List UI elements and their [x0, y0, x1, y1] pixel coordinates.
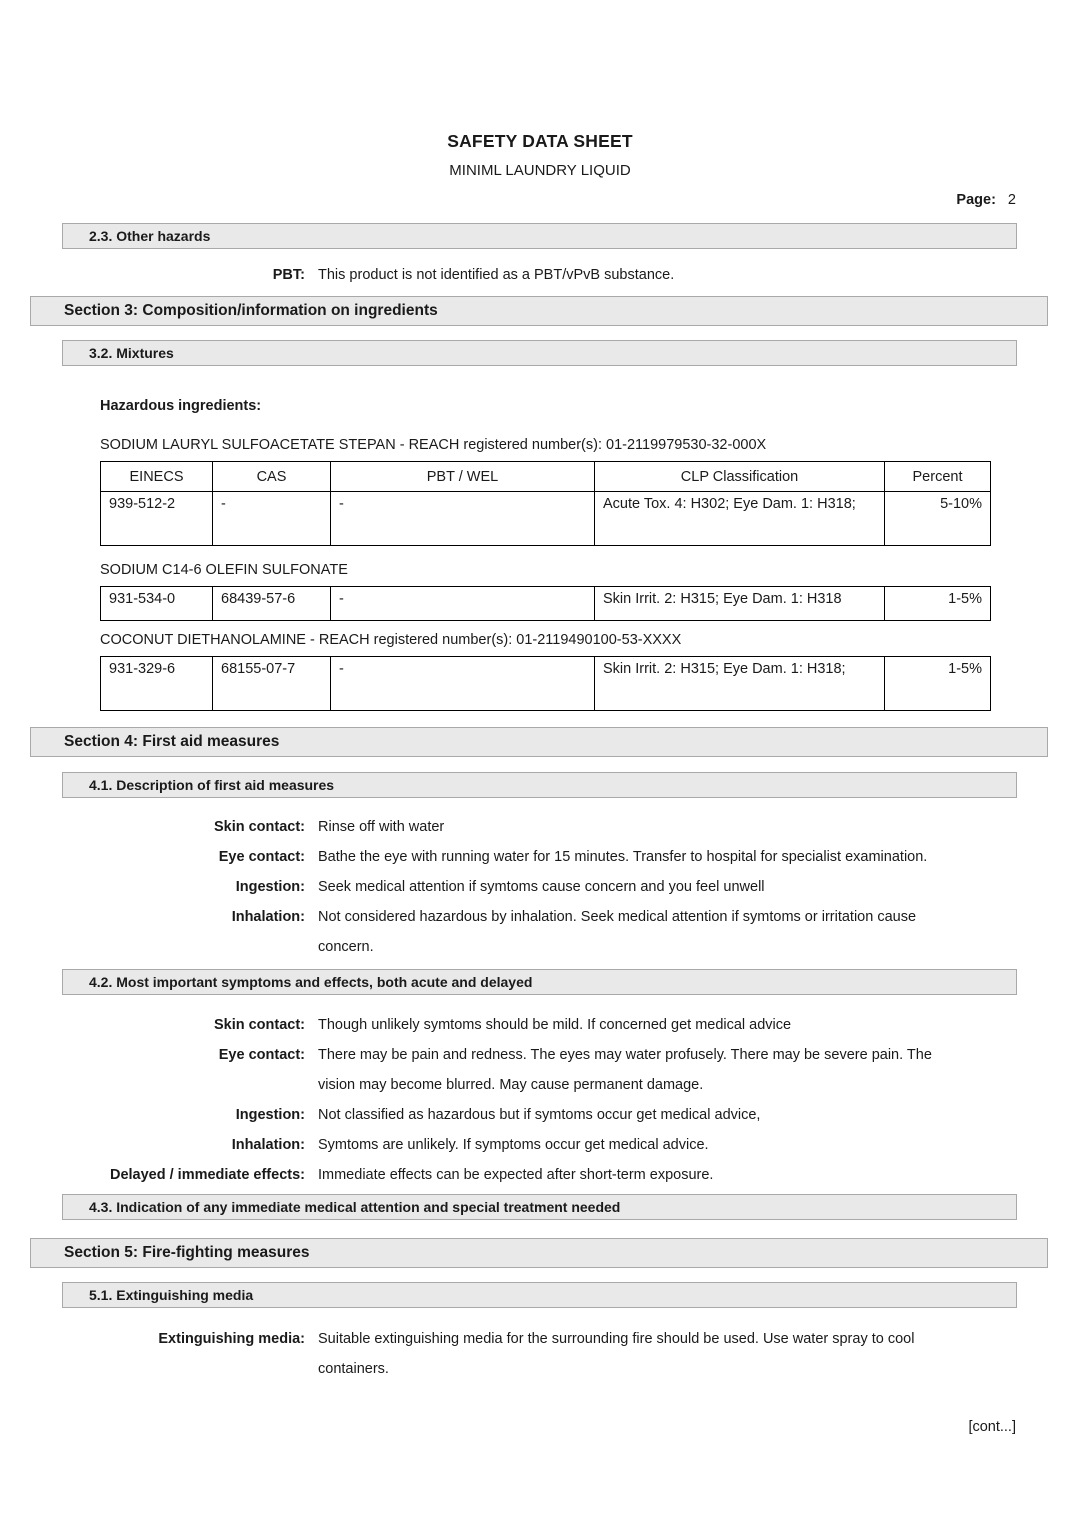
field-value: Rinse off with water	[318, 819, 445, 835]
section-header-4-2-label: 4.2. Most important symptoms and effects, both acute and delayed	[89, 974, 533, 990]
field-value: Though unlikely symtoms should be mild. If concerned get medical advice	[318, 1017, 792, 1033]
product-name: MINIML LAUNDRY LIQUID	[449, 162, 631, 179]
field-value: Symtoms are unlikely. If symptoms occur get medical advice.	[318, 1137, 709, 1153]
section-header-3	[30, 296, 1048, 326]
ingredient-table-3	[100, 656, 991, 711]
section-header-4-2	[62, 969, 1017, 995]
section-header-5-1-label: 5.1. Extinguishing media	[89, 1287, 254, 1303]
field-row	[0, 1130, 1080, 1160]
ingredient-table-1	[100, 461, 991, 546]
page-label: Page:	[956, 192, 996, 208]
ingredient-name-2: SODIUM C14-6 OLEFIN SULFONATE	[100, 562, 348, 578]
section-header-2-3-label: 2.3. Other hazards	[89, 228, 211, 244]
field-value: Bathe the eye with running water for 15 minutes. Transfer to hospital for specialist examination.	[318, 849, 928, 865]
section-header-5-1	[62, 1282, 1017, 1308]
fire-fighting-rows	[0, 1324, 1080, 1384]
section-header-4-1-label: 4.1. Description of first aid measures	[89, 777, 335, 793]
field-row	[0, 872, 1080, 902]
section-header-4-1	[62, 772, 1017, 798]
pbt-row	[0, 260, 1080, 290]
field-label: Delayed / immediate effects:	[109, 1167, 305, 1183]
field-label: Skin contact:	[213, 819, 305, 835]
einecs-cell: 931-534-0	[101, 587, 213, 621]
cas-cell: 68155-07-7	[213, 657, 331, 711]
percent-cell: 1-5%	[885, 587, 991, 621]
col-header-percent: Percent	[885, 462, 991, 492]
hazardous-ingredients-heading: Hazardous ingredients:	[100, 398, 262, 414]
clp-cell: Skin Irrit. 2: H315; Eye Dam. 1: H318	[595, 587, 885, 621]
continuation-marker: [cont...]	[968, 1419, 1016, 1435]
field-label: Ingestion:	[235, 879, 305, 895]
pbt-wel-cell: -	[331, 657, 595, 711]
col-header-pbt-wel: PBT / WEL	[331, 462, 595, 492]
section-header-5-label: Section 5: Fire-fighting measures	[64, 1244, 310, 1261]
ingredient-row-2	[101, 587, 991, 621]
ingredient-name-3: COCONUT DIETHANOLAMINE - REACH registered number(s): 01-2119490100-53-XXXX	[100, 632, 682, 648]
ingredient-table-2	[100, 586, 991, 621]
einecs-cell: 931-329-6	[101, 657, 213, 711]
section-header-4	[30, 727, 1048, 757]
field-value: Immediate effects can be expected after short-term exposure.	[318, 1167, 714, 1183]
field-label: Eye contact:	[218, 1047, 305, 1063]
percent-cell: 5-10%	[885, 492, 991, 546]
cas-cell: 68439-57-6	[213, 587, 331, 621]
field-label: Eye contact:	[218, 849, 305, 865]
section-header-4-label: Section 4: First aid measures	[64, 733, 280, 750]
page-indicator	[0, 190, 1080, 210]
percent-cell: 1-5%	[885, 657, 991, 711]
section-header-4-3	[62, 1194, 1017, 1220]
field-label: Skin contact:	[213, 1017, 305, 1033]
pbt-value: This product is not identified as a PBT/vPvB substance.	[318, 267, 675, 283]
section-header-2-3	[62, 223, 1017, 249]
field-row	[0, 1100, 1080, 1130]
col-header-clp: CLP Classification	[595, 462, 885, 492]
pbt-wel-cell: -	[331, 492, 595, 546]
field-value: Seek medical attention if symtoms cause concern and you feel unwell	[318, 879, 765, 895]
section-header-3-label: Section 3: Composition/information on ingredients	[64, 302, 438, 319]
field-row	[0, 1324, 1080, 1384]
field-value: Not considered hazardous by inhalation. Seek medical attention if symtoms or irritation cause concern.	[318, 909, 917, 955]
col-header-einecs: EINECS	[101, 462, 213, 492]
col-header-cas: CAS	[213, 462, 331, 492]
field-value: Not classified as hazardous but if symtoms occur get medical advice,	[318, 1107, 761, 1123]
ingredient-table-header-row	[101, 462, 991, 492]
first-aid-rows	[0, 812, 1080, 962]
field-row	[0, 1160, 1080, 1190]
cas-cell: -	[213, 492, 331, 546]
field-row	[0, 842, 1080, 872]
field-value: There may be pain and redness. The eyes may water profusely. There may be severe pain. The vision may become blurred. May cause permanent damage.	[318, 1047, 932, 1093]
field-label: Inhalation:	[231, 1137, 305, 1153]
field-row	[0, 1040, 1080, 1100]
ingredient-row-1	[101, 492, 991, 546]
field-label: Extinguishing media:	[158, 1331, 305, 1347]
section-header-3-2	[62, 340, 1017, 366]
einecs-cell: 939-512-2	[101, 492, 213, 546]
clp-cell: Acute Tox. 4: H302; Eye Dam. 1: H318;	[595, 492, 885, 546]
ingredient-row-3	[101, 657, 991, 711]
ingredient-name-1: SODIUM LAURYL SULFOACETATE STEPAN - REACH registered number(s): 01-2119979530-32-000X	[100, 437, 767, 453]
field-value: Suitable extinguishing media for the surrounding fire should be used. Use water spray to cool containers.	[318, 1331, 915, 1377]
field-row	[0, 902, 1080, 962]
pbt-label: PBT:	[272, 267, 305, 283]
section-header-4-3-label: 4.3. Indication of any immediate medical attention and special treatment needed	[89, 1199, 621, 1215]
field-row	[0, 812, 1080, 842]
pbt-wel-cell: -	[331, 587, 595, 621]
clp-cell: Skin Irrit. 2: H315; Eye Dam. 1: H318;	[595, 657, 885, 711]
page-number: 2	[1007, 192, 1016, 208]
field-label: Ingestion:	[235, 1107, 305, 1123]
field-label: Inhalation:	[231, 909, 305, 925]
document-title: SAFETY DATA SHEET	[447, 131, 633, 151]
section-header-3-2-label: 3.2. Mixtures	[89, 345, 174, 361]
symptoms-rows	[0, 1010, 1080, 1190]
section-header-5	[30, 1238, 1048, 1268]
field-row	[0, 1010, 1080, 1040]
